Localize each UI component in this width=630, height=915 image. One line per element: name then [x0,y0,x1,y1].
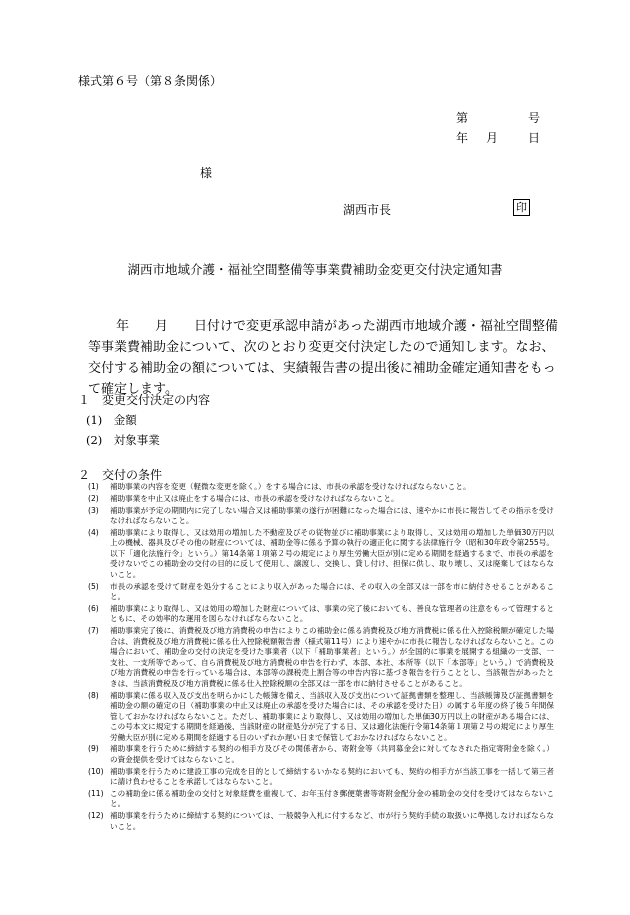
date-month: 月 [486,131,499,145]
condition-text: 補助事業が予定の期間内に完了しない場合又は補助事業の遂行が困難になった場合には、速やかに市長に報告してその指示を受けなければならないこと。 [110,505,554,526]
condition-item [88,691,554,744]
condition-text: 補助事業により取得し、又は効用の増加した不動産及びその従物並びに補助事業により取得し、又は効用の増加した単価30万円以上の機械、器具及びその他の財産については、補助金等に係る予算の執行の適正化に関する法律施行令（昭和30年政令第255号。以下「適化法施行令」という。）第14条第１項第２号の規定により厚生労働大臣が別に定める期間を経過するまで、市長の承認を受けないでこの補助金の交付の目的に反して使用し、譲渡し、交換し、貸し付け、担保に供し、取り壊し、又は廃棄してはならないこと。 [110,527,554,579]
condition-item [88,744,554,765]
condition-text: 補助事業を行うために締結する契約の相手方及びその関係者から、寄附金等（共同募金会に対してなされた指定寄附金を除く。）の資金提供を受けてはならないこと。 [110,744,554,764]
condition-item [88,494,554,505]
number-prefix: 第 [456,111,469,125]
condition-number: (6) [88,603,99,613]
condition-number: (4) [88,527,99,537]
condition-text: この補助金に係る補助金の交付と対象経費を重複して、お年玉付き郵便葉書等寄附金配分金の補助金の交付を受けてはならないこと。 [110,788,554,809]
condition-text: 補助事業により取得し、又は効用の増加した財産については、事業の完了後においても、善良な管理者の注意をもって管理するとともに、その効率的な運用を図らなければならないこと。 [110,603,554,624]
sender-name: 湖西市長 [343,203,392,217]
condition-item [88,811,554,832]
section-1-item-amount: (1) 金額 [86,413,137,427]
condition-text: 補助事業を行うために建設工事の完成を目的として締結するいかなる契約においても、契約の相手方が当該工事を一括して第三者に請け負わせることを承諾してはならないこと。 [110,766,554,787]
document-title: 湖西市地域介護・福祉空間整備等事業費補助金変更交付決定通知書 [127,262,503,277]
condition-item [88,482,554,493]
intro-paragraph: 年 月 日付けで変更承認申請があった湖西市地域介護・福祉空間整備等事業費補助金について、次のとおり変更交付決定したので通知します。なお、交付する補助金の額については、実績報告書の提出後に補助金確定通知書をもって確定します。 [88,319,558,397]
condition-text: 補助事業の内容を変更（軽微な変更を除く。）をする場合には、市長の承認を受けなければならないこと。 [110,482,471,491]
condition-number: (3) [88,505,99,515]
condition-item [88,604,554,625]
condition-item [88,789,554,810]
document-number-row [456,108,540,128]
condition-item [88,582,554,603]
seal-mark: 印 [513,199,530,216]
condition-number: (10) [88,766,104,776]
date-day: 日 [528,131,541,145]
condition-number: (1) [88,482,99,491]
date-row [456,128,540,148]
condition-number: (12) [88,811,104,821]
condition-number: (7) [88,626,99,636]
number-date-block [456,108,540,148]
section-1-item-project: (2) 対象事業 [86,433,160,447]
condition-item [88,767,554,788]
condition-item [88,506,554,527]
number-suffix: 号 [528,111,541,125]
condition-text: 市長の承認を受けて財産を処分することにより収入があった場合には、その収入の全部又は一部を市に納付させることがあること。 [110,581,554,602]
condition-text: 補助事業完了後に、消費税及び地方消費税の申告によりこの補助金に係る消費税及び地方消費税に係る仕入控除税額が確定した場合は、消費税及び地方消費税に係る仕入控除税額報告書（様式第11号）により速やかに市長に報告しなければならないこと。この場合において、補助金の交付の決定を受けた事業者（以下「補助事業者」という。）が全国的に事業を展開する組織の一支部、一支社、一支所等であって、自ら消費税及び地方消費税の申告を行わず、本部、本社、本所等（以下「本部等」という。）で消費税及び地方消費税の申告を行っている場合は、本部等の課税売上割合等の申告内容に基づき報告を行うこととし、当該報告があったときは、当該消費税及び地方消費税に係る仕入控除税額の全部又は一部を市に納付させることがあること。 [110,626,554,688]
section-1-heading: １ 変更交付決定の内容 [78,393,211,407]
condition-text: 補助事業を行うために締結する契約については、一般競争入札に付するなど、市が行う契約手続の取扱いに準拠しなければならないこと。 [110,811,554,831]
condition-text: 補助事業に係る収入及び支出を明らかにした帳簿を備え、当該収入及び支出について証拠書類を整理し、当該帳簿及び証拠書類を補助金の額の確定の日（補助事業の中止又は廃止の承認を受けた場合には、その承認を受けた日）の属する年度の終了後５年間保管しておかなければならないこと。ただし、補助事業により取得し、又は効用の増加した単価30万円以上の財産がある場合には、この号本文に規定する期間を経過後、当該財産の財産処分が完了する日、又は適化法施行令第14条第１項第２号の規定により厚生労働大臣が別に定める期間を経過する日のいずれか遅い日まで保管しておかなければならないこと。 [110,690,554,742]
conditions-list [88,482,554,834]
condition-item [88,528,554,581]
condition-number: (5) [88,581,99,591]
section-2-heading: ２ 交付の条件 [78,468,163,482]
condition-number: (8) [88,690,99,700]
addressee: 様 [200,166,213,180]
form-number: 様式第６号（第８条関係） [78,74,223,88]
condition-item [88,626,554,689]
condition-number: (2) [88,493,99,503]
condition-number: (11) [88,788,104,798]
condition-text: 補助事業を中止又は廃止をする場合には、市長の承認を受けなければならないこと。 [110,493,399,503]
condition-number: (9) [88,744,99,754]
date-year: 年 [456,131,469,145]
